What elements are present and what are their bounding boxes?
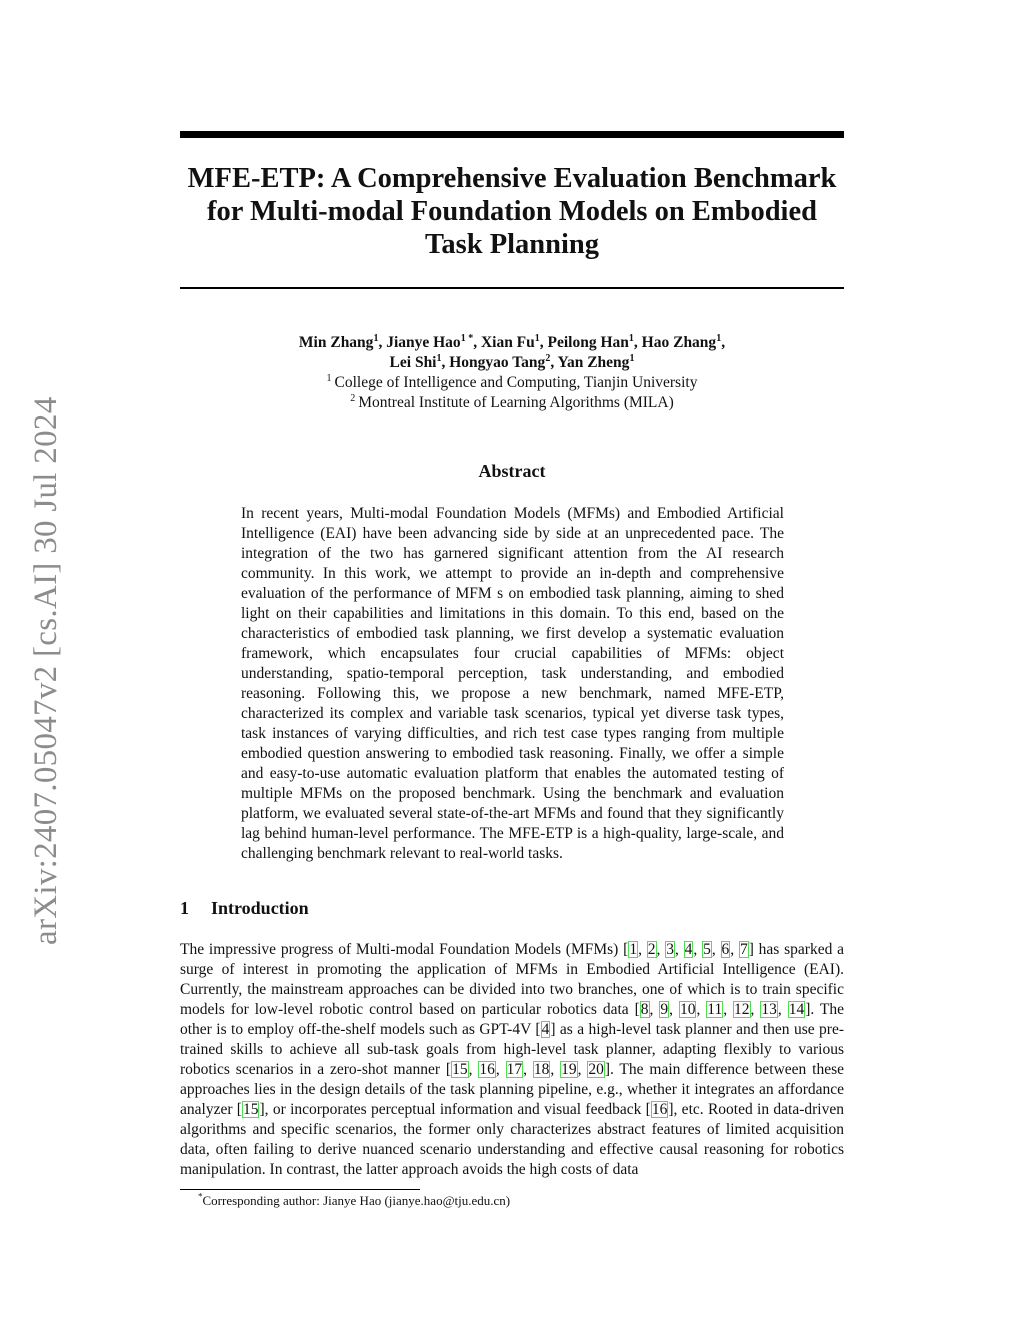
citation-link[interactable]: 16: [479, 1061, 495, 1078]
author-line-2: Lei Shi$^1$, Hongyao Tang$^2$, Yan Zheng$^1$: [389, 352, 635, 371]
author-affiliation-mark: 2: [545, 352, 551, 364]
author-affiliation-mark: 1: [628, 332, 634, 344]
author-affiliation-mark: 1: [373, 332, 379, 344]
footnote-mark: *: [198, 1191, 203, 1202]
citation-link[interactable]: 6: [721, 941, 730, 958]
abstract-text: In recent years, Multi-modal Foundation Models (MFMs) and Embodied Artificial Intelligence (EAI) have been advancing side by side at an unprecedented pace. The integration of the two has garnered significant attention from the AI research community. In this work, we attempt to provide an in-depth and comprehensive evaluation of the performance of MFM s on embodied task planning, aiming to shed light on their capabilities and limitations in this domain. To this end, based on the characteristics of embodied task planning, we first develop a systematic evaluation framework, which encapsulates four crucial capabilities of MFMs: object understanding, spatio-temporal perception, task understanding, and embodied reasoning. Following this, we propose a new benchmark, named MFE-ETP, characterized its complex and variable task scenarios, typical yet diverse task types, task instances of varying difficulties, and rich test case types ranging from multiple embodied question answering to embodied task reasoning. Finally, we offer a simple and easy-to-use automatic evaluation platform that enables the automated testing of multiple MFMs on the proposed benchmark. Using the benchmark and evaluation platform, we evaluated several state-of-the-art MFMs and found that they significantly lag behind human-level performance. The MFE-ETP is a high-quality, large-scale, and challenging benchmark relevant to real-world tasks.: [241, 505, 784, 862]
citation-link[interactable]: 13: [761, 1001, 777, 1018]
citation-link[interactable]: 4: [541, 1021, 550, 1038]
section-title: Introduction: [211, 898, 309, 918]
citation-link[interactable]: 8: [640, 1001, 649, 1018]
footnote: [198, 1192, 838, 1209]
author-name: Xian Fu: [480, 334, 535, 351]
title-top-rule: [180, 131, 844, 138]
citation-link[interactable]: 9: [660, 1001, 669, 1018]
author-affiliation-mark: 1: [534, 332, 540, 344]
author-name: Hongyao Tang: [449, 354, 546, 371]
citation-link[interactable]: 4: [684, 941, 693, 958]
affiliation-2-mark: 2: [350, 392, 356, 404]
citation-link[interactable]: 15: [452, 1061, 468, 1078]
author-affiliation-mark: 1: [629, 352, 635, 364]
section-heading-introduction: [180, 898, 844, 919]
citation-link[interactable]: 3: [666, 941, 674, 958]
section-number: 1: [180, 898, 189, 918]
affiliation-1-text: College of Intelligence and Computing, Tianjin University: [334, 374, 698, 391]
citation-link[interactable]: 2: [647, 941, 656, 958]
author-name: Peilong Han: [547, 334, 629, 351]
author-affiliation-mark: 1: [436, 352, 442, 364]
citation-link[interactable]: 12: [734, 1001, 750, 1018]
citation-link[interactable]: 7: [739, 941, 748, 958]
affiliation-2: [180, 393, 844, 413]
paper-title: MFE-ETP: A Comprehensive Evaluation Benchmark for Multi-modal Foundation Models on Embodied Task Planning: [187, 163, 837, 260]
citation-link[interactable]: 16: [651, 1101, 668, 1118]
affiliation-2-text: Montreal Institute of Learning Algorithms (MILA): [358, 394, 674, 411]
citation-link[interactable]: 10: [679, 1001, 696, 1018]
author-name: Min Zhang: [298, 334, 374, 351]
author-name: Hao Zhang: [641, 334, 717, 351]
citation-link[interactable]: 20: [588, 1061, 604, 1078]
affiliation-1-mark: 1: [326, 372, 332, 384]
author-line-1: Min Zhang$^1$, Jianye Hao$^{1 *}$, Xian Fu$^1$, Peilong Han$^1$, Hao Zhang$^1$,: [298, 332, 726, 351]
author-name: Lei Shi: [389, 354, 437, 371]
citation-link[interactable]: 17: [506, 1061, 523, 1078]
citation-link[interactable]: 11: [707, 1001, 723, 1018]
author-list: [180, 333, 844, 373]
affiliation-1: [180, 373, 844, 393]
arxiv-identifier: arXiv:2407.05047v2 [cs.AI] 30 Jul 2024: [28, 396, 64, 945]
introduction-paragraph: The impressive progress of Multi-modal Foundation Models (MFMs) [1, 2, 3, 4, 5, 6, 7] has sparked a surge of interest in promoting the application of MFMs in Embodied Artificial Intelligence (EAI). Currently, the mainstream approaches can be divided into two branches, one of which is to train specific models for low-level robotic control based on particular robotics data [8, 9, 10, 11, 12, 13, 14]. The other is to employ off-the-shelf models such as GPT-4V [4] as a high-level task planner and then use pre-trained skills to achieve all sub-task goals from high-level task planner, adapting flexibly to various robotics scenarios in a zero-shot manner [15, 16, 17, 18, 19, 20]. The main difference between these approaches lies in the design details of the task planning pipeline, e.g., whether it integrates an affordance analyzer [15], or incorporates perceptual information and visual feedback [16], etc. Rooted in data-driven algorithms and specific scenarios, the former only characterizes abstract features of limited acquisition data, often failing to derive nuanced scenario understanding and effective causal reasoning for robotics manipulation. In contrast, the latter approach avoids the high costs of data: [180, 941, 845, 1178]
author-name: Jianye Hao: [386, 334, 461, 351]
author-name: Yan Zheng: [557, 354, 630, 371]
citation-link[interactable]: 1: [629, 941, 638, 958]
abstract-heading: Abstract: [478, 461, 546, 481]
citation-link[interactable]: 18: [533, 1061, 550, 1078]
author-affiliation-mark: 1 *: [460, 332, 474, 344]
title-bottom-rule: [180, 287, 844, 289]
footnote-text: Corresponding author: Jianye Hao (jianye.hao@tju.edu.cn): [202, 1193, 511, 1208]
citation-link[interactable]: 14: [788, 1001, 805, 1018]
citation-link[interactable]: 19: [561, 1061, 577, 1078]
footnote-rule: [180, 1189, 420, 1190]
citation-link[interactable]: 5: [703, 941, 711, 958]
citation-link[interactable]: 15: [242, 1101, 259, 1118]
author-affiliation-mark: 1: [716, 332, 722, 344]
